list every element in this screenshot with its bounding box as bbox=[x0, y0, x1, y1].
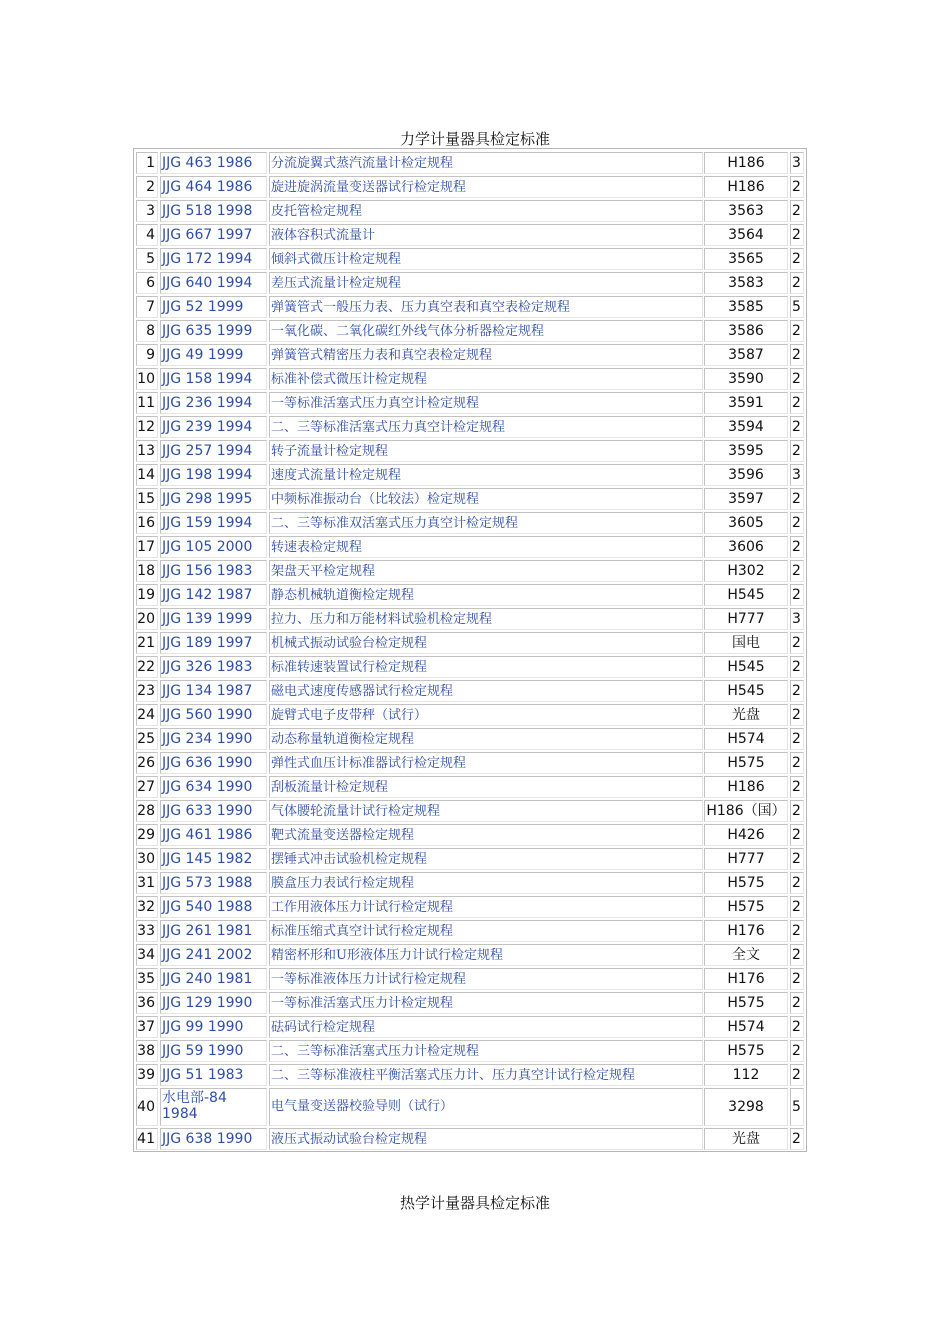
page-count: 2 bbox=[790, 416, 804, 438]
reference-code: 3298 bbox=[704, 1088, 788, 1126]
standard-name-link[interactable]: 膜盒压力表试行检定规程 bbox=[269, 872, 703, 894]
standard-code-link[interactable]: JJG 640 1994 bbox=[160, 272, 267, 294]
standard-name-link[interactable]: 二、三等标准活塞式压力计检定规程 bbox=[269, 1040, 703, 1062]
standard-code-link[interactable]: JJG 463 1986 bbox=[160, 152, 267, 174]
standard-code-link[interactable]: JJG 52 1999 bbox=[160, 296, 267, 318]
reference-code: H545 bbox=[704, 584, 788, 606]
table-row bbox=[136, 679, 804, 703]
reference-code: 3583 bbox=[704, 272, 788, 294]
standard-code-link[interactable]: 水电部-84 1984 bbox=[160, 1088, 267, 1126]
standard-code-link[interactable]: JJG 236 1994 bbox=[160, 392, 267, 414]
table-row bbox=[136, 487, 804, 511]
standard-code-link[interactable]: JJG 634 1990 bbox=[160, 776, 267, 798]
reference-code: 3596 bbox=[704, 464, 788, 486]
table-row bbox=[136, 199, 804, 223]
page-count: 2 bbox=[790, 392, 804, 414]
row-number: 16 bbox=[136, 512, 158, 534]
table-row bbox=[136, 967, 804, 991]
standard-code-link[interactable]: JJG 464 1986 bbox=[160, 176, 267, 198]
row-number: 33 bbox=[136, 920, 158, 942]
standard-name-link[interactable]: 转速表检定规程 bbox=[269, 536, 703, 558]
reference-code: H777 bbox=[704, 608, 788, 630]
row-number: 10 bbox=[136, 368, 158, 390]
table-row bbox=[136, 775, 804, 799]
row-number: 7 bbox=[136, 296, 158, 318]
standard-name-link[interactable]: 标准压缩式真空计试行检定规程 bbox=[269, 920, 703, 942]
reference-code: H545 bbox=[704, 680, 788, 702]
page-count: 2 bbox=[790, 272, 804, 294]
row-number: 37 bbox=[136, 1016, 158, 1038]
row-number: 21 bbox=[136, 632, 158, 654]
standard-name-link[interactable]: 弹性式血压计标准器试行检定规程 bbox=[269, 752, 703, 774]
standard-code-link[interactable]: JJG 198 1994 bbox=[160, 464, 267, 486]
page-count: 2 bbox=[790, 680, 804, 702]
reference-code: 3590 bbox=[704, 368, 788, 390]
standard-code-link[interactable]: JJG 49 1999 bbox=[160, 344, 267, 366]
page-count: 2 bbox=[790, 728, 804, 750]
table-row bbox=[136, 895, 804, 919]
standard-code-link[interactable]: JJG 145 1982 bbox=[160, 848, 267, 870]
reference-code: H575 bbox=[704, 872, 788, 894]
standard-name-link[interactable]: 分流旋翼式蒸汽流量计检定规程 bbox=[269, 152, 703, 174]
standard-code-link[interactable]: JJG 540 1988 bbox=[160, 896, 267, 918]
table-row bbox=[136, 1063, 804, 1087]
table-row bbox=[136, 343, 804, 367]
standard-code-link[interactable]: JJG 239 1994 bbox=[160, 416, 267, 438]
row-number: 36 bbox=[136, 992, 158, 1014]
row-number: 24 bbox=[136, 704, 158, 726]
row-number: 8 bbox=[136, 320, 158, 342]
standards-table bbox=[133, 148, 807, 1152]
table-row bbox=[136, 943, 804, 967]
table-row bbox=[136, 535, 804, 559]
reference-code: 全文 bbox=[704, 944, 788, 966]
page-count: 2 bbox=[790, 752, 804, 774]
standard-code-link[interactable]: JJG 172 1994 bbox=[160, 248, 267, 270]
standard-name-link[interactable]: 架盘天平检定规程 bbox=[269, 560, 703, 582]
row-number: 35 bbox=[136, 968, 158, 990]
reference-code: H186 bbox=[704, 776, 788, 798]
page-count: 2 bbox=[790, 1128, 804, 1150]
page-count: 2 bbox=[790, 800, 804, 822]
standard-name-link[interactable]: 旋进旋涡流量变送器试行检定规程 bbox=[269, 176, 703, 198]
standard-name-link[interactable]: 电气量变送器校验导则（试行） bbox=[269, 1088, 703, 1126]
table-row bbox=[136, 703, 804, 727]
page-count: 2 bbox=[790, 560, 804, 582]
standard-name-link[interactable]: 弹簧管式精密压力表和真空表检定规程 bbox=[269, 344, 703, 366]
standard-code-link[interactable]: JJG 241 2002 bbox=[160, 944, 267, 966]
page-count: 2 bbox=[790, 896, 804, 918]
standard-name-link[interactable]: 转子流量计检定规程 bbox=[269, 440, 703, 462]
page-count: 2 bbox=[790, 1040, 804, 1062]
table-row bbox=[136, 799, 804, 823]
reference-code: 3586 bbox=[704, 320, 788, 342]
page-count: 2 bbox=[790, 440, 804, 462]
standard-code-link[interactable]: JJG 159 1994 bbox=[160, 512, 267, 534]
row-number: 11 bbox=[136, 392, 158, 414]
row-number: 38 bbox=[136, 1040, 158, 1062]
standard-name-link[interactable]: 一等标准活塞式压力计检定规程 bbox=[269, 992, 703, 1014]
standard-code-link[interactable]: JJG 518 1998 bbox=[160, 200, 267, 222]
standard-code-link[interactable]: JJG 635 1999 bbox=[160, 320, 267, 342]
standard-code-link[interactable]: JJG 633 1990 bbox=[160, 800, 267, 822]
standard-code-link[interactable]: JJG 573 1988 bbox=[160, 872, 267, 894]
reference-code: H574 bbox=[704, 1016, 788, 1038]
row-number: 34 bbox=[136, 944, 158, 966]
row-number: 22 bbox=[136, 656, 158, 678]
page-count: 2 bbox=[790, 344, 804, 366]
row-number: 17 bbox=[136, 536, 158, 558]
standard-name-link[interactable]: 旋臂式电子皮带秤（试行） bbox=[269, 704, 703, 726]
row-number: 27 bbox=[136, 776, 158, 798]
row-number: 20 bbox=[136, 608, 158, 630]
reference-code: 3605 bbox=[704, 512, 788, 534]
page-count: 2 bbox=[790, 512, 804, 534]
reference-code: H575 bbox=[704, 896, 788, 918]
standard-name-link[interactable]: 刮板流量计检定规程 bbox=[269, 776, 703, 798]
standard-name-link[interactable]: 工作用液体压力计试行检定规程 bbox=[269, 896, 703, 918]
standard-name-link[interactable]: 二、三等标准活塞式压力真空计检定规程 bbox=[269, 416, 703, 438]
row-number: 23 bbox=[136, 680, 158, 702]
reference-code: H186 bbox=[704, 152, 788, 174]
section-title-mechanical: 力学计量器具检定标准 bbox=[399, 130, 550, 148]
row-number: 25 bbox=[136, 728, 158, 750]
table-row bbox=[136, 559, 804, 583]
standard-code-link[interactable]: JJG 636 1990 bbox=[160, 752, 267, 774]
standard-name-link[interactable]: 静态机械轨道衡检定规程 bbox=[269, 584, 703, 606]
table-row bbox=[136, 583, 804, 607]
table-row bbox=[136, 151, 804, 175]
reference-code: H777 bbox=[704, 848, 788, 870]
row-number: 3 bbox=[136, 200, 158, 222]
row-number: 18 bbox=[136, 560, 158, 582]
row-number: 30 bbox=[136, 848, 158, 870]
row-number: 5 bbox=[136, 248, 158, 270]
standard-name-link[interactable]: 精密杯形和U形液体压力计试行检定规程 bbox=[269, 944, 703, 966]
table-row bbox=[136, 439, 804, 463]
reference-code: 3563 bbox=[704, 200, 788, 222]
page-count: 2 bbox=[790, 872, 804, 894]
standard-name-link[interactable]: 一氧化碳、二氧化碳红外线气体分析器检定规程 bbox=[269, 320, 703, 342]
reference-code: H575 bbox=[704, 1040, 788, 1062]
reference-code: 3591 bbox=[704, 392, 788, 414]
reference-code: H574 bbox=[704, 728, 788, 750]
page-count: 2 bbox=[790, 920, 804, 942]
table-row bbox=[136, 415, 804, 439]
row-number: 32 bbox=[136, 896, 158, 918]
standard-code-link[interactable]: JJG 59 1990 bbox=[160, 1040, 267, 1062]
standards-table-body bbox=[136, 151, 804, 1151]
standard-code-link[interactable]: JJG 461 1986 bbox=[160, 824, 267, 846]
standard-code-link[interactable]: JJG 129 1990 bbox=[160, 992, 267, 1014]
table-row bbox=[136, 1127, 804, 1151]
standard-code-link[interactable]: JJG 156 1983 bbox=[160, 560, 267, 582]
standard-code-link[interactable]: JJG 560 1990 bbox=[160, 704, 267, 726]
standard-code-link[interactable]: JJG 134 1987 bbox=[160, 680, 267, 702]
page-count: 2 bbox=[790, 704, 804, 726]
page-count: 2 bbox=[790, 776, 804, 798]
page-count: 2 bbox=[790, 200, 804, 222]
standard-name-link[interactable]: 摆锤式冲击试验机检定规程 bbox=[269, 848, 703, 870]
reference-code: H426 bbox=[704, 824, 788, 846]
standard-name-link[interactable]: 靶式流量变送器检定规程 bbox=[269, 824, 703, 846]
page-count: 2 bbox=[790, 320, 804, 342]
table-row bbox=[136, 463, 804, 487]
page-count: 3 bbox=[790, 464, 804, 486]
standard-code-link[interactable]: JJG 240 1981 bbox=[160, 968, 267, 990]
row-number: 39 bbox=[136, 1064, 158, 1086]
page-count: 5 bbox=[790, 296, 804, 318]
row-number: 14 bbox=[136, 464, 158, 486]
page-count: 2 bbox=[790, 968, 804, 990]
standard-code-link[interactable]: JJG 234 1990 bbox=[160, 728, 267, 750]
row-number: 29 bbox=[136, 824, 158, 846]
table-row bbox=[136, 919, 804, 943]
table-row bbox=[136, 751, 804, 775]
row-number: 4 bbox=[136, 224, 158, 246]
standard-code-link[interactable]: JJG 638 1990 bbox=[160, 1128, 267, 1150]
row-number: 12 bbox=[136, 416, 158, 438]
table-row bbox=[136, 727, 804, 751]
reference-code: 3594 bbox=[704, 416, 788, 438]
page-count: 2 bbox=[790, 1064, 804, 1086]
reference-code: 光盘 bbox=[704, 1128, 788, 1150]
standard-code-link[interactable]: JJG 51 1983 bbox=[160, 1064, 267, 1086]
table-row bbox=[136, 319, 804, 343]
row-number: 28 bbox=[136, 800, 158, 822]
reference-code: H575 bbox=[704, 752, 788, 774]
standard-name-link[interactable]: 中频标准振动台（比较法）检定规程 bbox=[269, 488, 703, 510]
standard-code-link[interactable]: JJG 142 1987 bbox=[160, 584, 267, 606]
table-row bbox=[136, 511, 804, 535]
page-count: 2 bbox=[790, 824, 804, 846]
standard-code-link[interactable]: JJG 298 1995 bbox=[160, 488, 267, 510]
reference-code: 112 bbox=[704, 1064, 788, 1086]
row-number: 15 bbox=[136, 488, 158, 510]
table-row bbox=[136, 391, 804, 415]
table-row bbox=[136, 823, 804, 847]
standard-code-link[interactable]: JJG 261 1981 bbox=[160, 920, 267, 942]
standard-name-link[interactable]: 皮托管检定规程 bbox=[269, 200, 703, 222]
standard-code-link[interactable]: JJG 326 1983 bbox=[160, 656, 267, 678]
table-row bbox=[136, 175, 804, 199]
reference-code: H176 bbox=[704, 968, 788, 990]
standard-name-link[interactable]: 一等标准液体压力计试行检定规程 bbox=[269, 968, 703, 990]
table-row bbox=[136, 367, 804, 391]
standard-code-link[interactable]: JJG 189 1997 bbox=[160, 632, 267, 654]
page-count: 2 bbox=[790, 584, 804, 606]
page-count: 2 bbox=[790, 224, 804, 246]
row-number: 6 bbox=[136, 272, 158, 294]
standard-name-link[interactable]: 液压式振动试验台检定规程 bbox=[269, 1128, 703, 1150]
reference-code: H575 bbox=[704, 992, 788, 1014]
page-count: 3 bbox=[790, 608, 804, 630]
standard-code-link[interactable]: JJG 105 2000 bbox=[160, 536, 267, 558]
reference-code: H545 bbox=[704, 656, 788, 678]
standard-name-link[interactable]: 标准转速装置试行检定规程 bbox=[269, 656, 703, 678]
standard-name-link[interactable]: 机械式振动试验台检定规程 bbox=[269, 632, 703, 654]
standard-code-link[interactable]: JJG 99 1990 bbox=[160, 1016, 267, 1038]
page-count: 2 bbox=[790, 488, 804, 510]
table-row bbox=[136, 631, 804, 655]
reference-code: 3595 bbox=[704, 440, 788, 462]
page-count: 2 bbox=[790, 992, 804, 1014]
standard-name-link[interactable]: 差压式流量计检定规程 bbox=[269, 272, 703, 294]
reference-code: H186（国） bbox=[704, 800, 788, 822]
reference-code: 3597 bbox=[704, 488, 788, 510]
reference-code: 光盘 bbox=[704, 704, 788, 726]
reference-code: 3565 bbox=[704, 248, 788, 270]
page-count: 2 bbox=[790, 944, 804, 966]
row-number: 9 bbox=[136, 344, 158, 366]
table-row bbox=[136, 1039, 804, 1063]
table-row bbox=[136, 847, 804, 871]
row-number: 41 bbox=[136, 1128, 158, 1150]
table-row bbox=[136, 1087, 804, 1127]
table-row bbox=[136, 991, 804, 1015]
standard-name-link[interactable]: 液体容积式流量计 bbox=[269, 224, 703, 246]
row-number: 31 bbox=[136, 872, 158, 894]
standard-code-link[interactable]: JJG 139 1999 bbox=[160, 608, 267, 630]
table-row bbox=[136, 223, 804, 247]
standard-name-link[interactable]: 倾斜式微压计检定规程 bbox=[269, 248, 703, 270]
table-row bbox=[136, 295, 804, 319]
reference-code: 3564 bbox=[704, 224, 788, 246]
standard-code-link[interactable]: JJG 158 1994 bbox=[160, 368, 267, 390]
page-count: 2 bbox=[790, 536, 804, 558]
page-count: 2 bbox=[790, 1016, 804, 1038]
standard-name-link[interactable]: 一等标准活塞式压力真空计检定规程 bbox=[269, 392, 703, 414]
table-row bbox=[136, 271, 804, 295]
table-row bbox=[136, 655, 804, 679]
row-number: 1 bbox=[136, 152, 158, 174]
standard-name-link[interactable]: 磁电式速度传感器试行检定规程 bbox=[269, 680, 703, 702]
page-count: 2 bbox=[790, 632, 804, 654]
reference-code: H176 bbox=[704, 920, 788, 942]
row-number: 26 bbox=[136, 752, 158, 774]
row-number: 19 bbox=[136, 584, 158, 606]
row-number: 13 bbox=[136, 440, 158, 462]
page-count: 2 bbox=[790, 368, 804, 390]
page-count: 2 bbox=[790, 656, 804, 678]
standard-name-link[interactable]: 拉力、压力和万能材料试验机检定规程 bbox=[269, 608, 703, 630]
row-number: 2 bbox=[136, 176, 158, 198]
table-row bbox=[136, 871, 804, 895]
standard-name-link[interactable]: 弹簧管式一般压力表、压力真空表和真空表检定规程 bbox=[269, 296, 703, 318]
reference-code: 国电 bbox=[704, 632, 788, 654]
reference-code: 3606 bbox=[704, 536, 788, 558]
table-row bbox=[136, 1015, 804, 1039]
page-count: 2 bbox=[790, 176, 804, 198]
standard-name-link[interactable]: 砝码试行检定规程 bbox=[269, 1016, 703, 1038]
standard-name-link[interactable]: 二、三等标准液柱平衡活塞式压力计、压力真空计试行检定规程 bbox=[269, 1064, 703, 1086]
row-number: 40 bbox=[136, 1088, 158, 1126]
page-count: 2 bbox=[790, 248, 804, 270]
standard-code-link[interactable]: JJG 257 1994 bbox=[160, 440, 267, 462]
reference-code: 3587 bbox=[704, 344, 788, 366]
reference-code: H186 bbox=[704, 176, 788, 198]
section-title-thermal: 热学计量器具检定标准 bbox=[399, 1194, 550, 1212]
page-count: 2 bbox=[790, 848, 804, 870]
standard-name-link[interactable]: 标准补偿式微压计检定规程 bbox=[269, 368, 703, 390]
page-count: 5 bbox=[790, 1088, 804, 1126]
standard-code-link[interactable]: JJG 667 1997 bbox=[160, 224, 267, 246]
standard-name-link[interactable]: 二、三等标准双活塞式压力真空计检定规程 bbox=[269, 512, 703, 534]
standard-name-link[interactable]: 气体腰轮流量计试行检定规程 bbox=[269, 800, 703, 822]
page-count: 3 bbox=[790, 152, 804, 174]
reference-code: H302 bbox=[704, 560, 788, 582]
standard-name-link[interactable]: 动态称量轨道衡检定规程 bbox=[269, 728, 703, 750]
reference-code: 3585 bbox=[704, 296, 788, 318]
table-row bbox=[136, 607, 804, 631]
standard-name-link[interactable]: 速度式流量计检定规程 bbox=[269, 464, 703, 486]
table-row bbox=[136, 247, 804, 271]
